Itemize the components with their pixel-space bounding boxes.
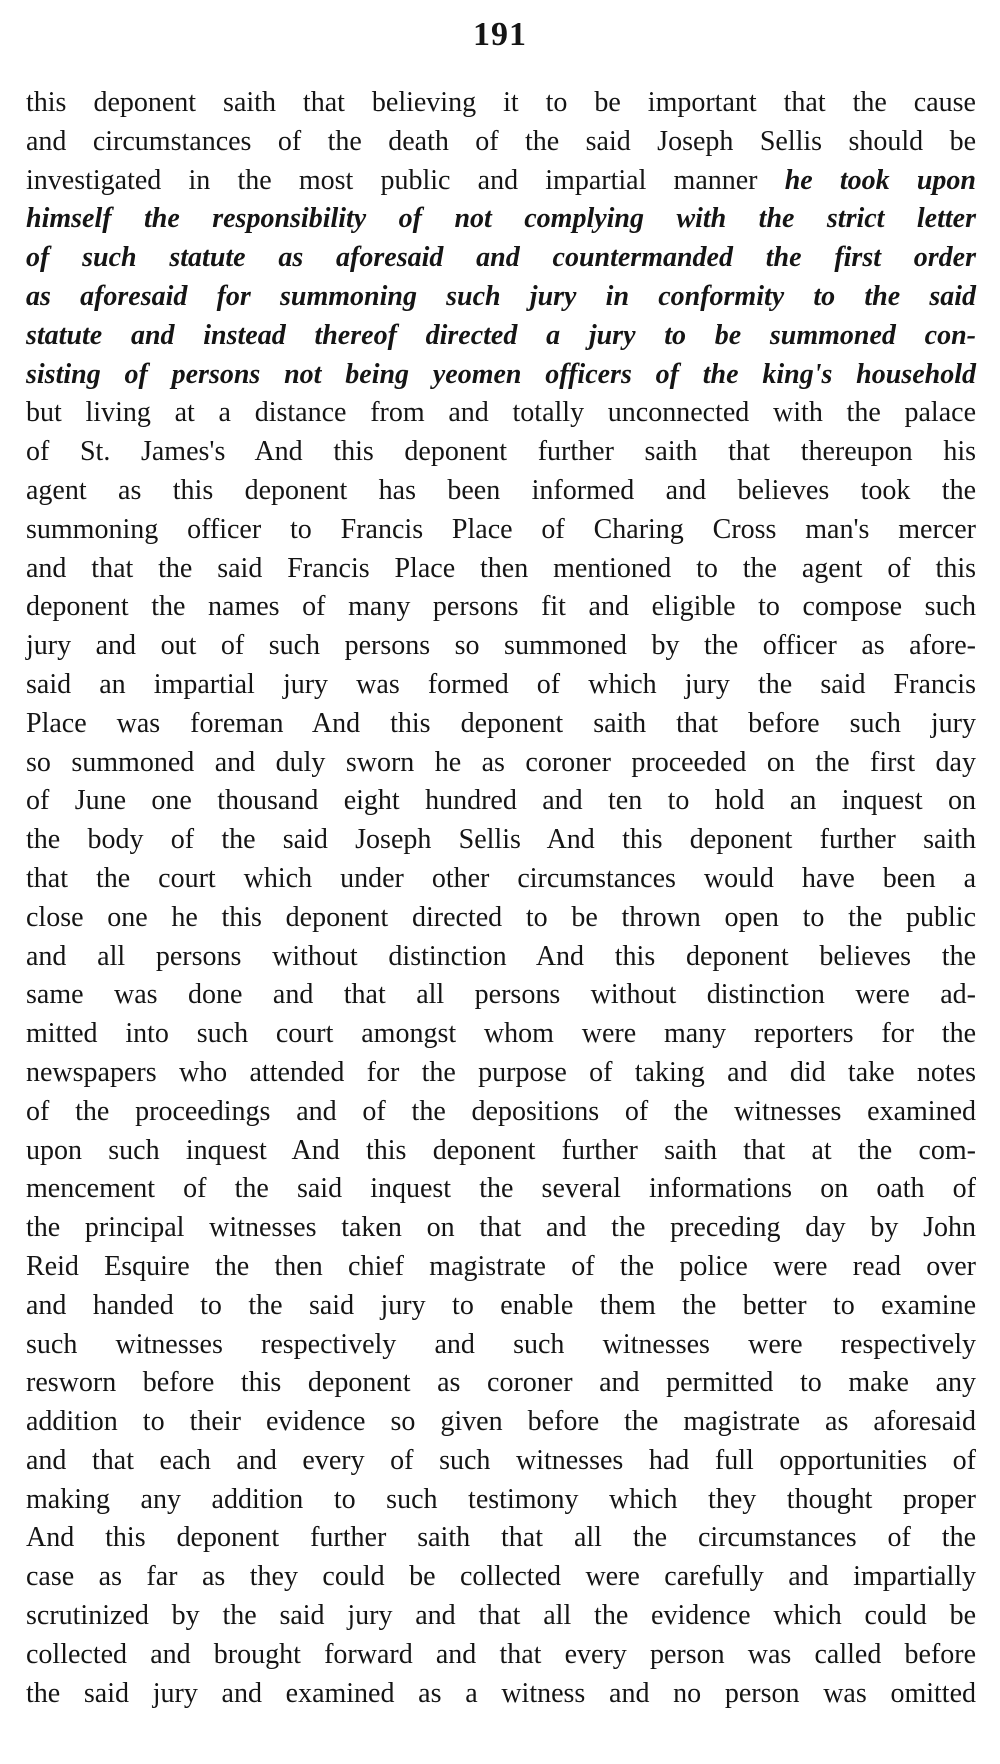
text-segment: and handed to the said jury to enable them the better to examine [26, 1289, 976, 1321]
text-segment: and that the said Francis Place then mentioned to the agent of this [26, 552, 976, 584]
text-line [26, 899, 976, 938]
text-segment: of St. James's And this deponent further saith that thereupon his [26, 436, 976, 468]
text-line [26, 860, 976, 899]
text-line [26, 162, 976, 201]
text-line [26, 1597, 976, 1636]
body-text [26, 84, 976, 1713]
italic-text-segment: statute and instead thereof directed a jury to be summoned con- [26, 319, 976, 351]
text-segment: Place was foreman And this deponent saith that before such jury [26, 707, 976, 739]
text-segment: upon such inquest And this deponent further saith that at the com- [26, 1134, 976, 1166]
text-line [26, 394, 976, 433]
text-segment: and that each and every of such witnesses had full opportunities of [26, 1444, 976, 1476]
text-segment: collected and brought forward and that every person was called before [26, 1638, 976, 1670]
text-segment: and all persons without distinction And this deponent believes the [26, 940, 976, 972]
text-line [26, 1519, 976, 1558]
text-line [26, 1636, 976, 1675]
text-segment: newspapers who attended for the purpose of taking and did take notes [26, 1056, 976, 1088]
text-line [26, 1481, 976, 1520]
text-line [26, 976, 976, 1015]
text-line [26, 1287, 976, 1326]
text-line [26, 433, 976, 472]
text-line [26, 666, 976, 705]
text-segment: Reid Esquire the then chief magistrate of the police were read over [26, 1250, 976, 1282]
text-line [26, 1558, 976, 1597]
text-line [26, 1675, 976, 1714]
text-segment: addition to their evidence so given before the magistrate as aforesaid [26, 1406, 976, 1438]
text-segment: so summoned and duly sworn he as coroner proceeded on the first day [26, 746, 976, 778]
text-segment: And this deponent further saith that all the circumstances of the [26, 1522, 976, 1554]
text-segment: of June one thousand eight hundred and ten to hold an inquest on [26, 785, 976, 817]
text-line [26, 84, 976, 123]
page-number: 191 [473, 16, 527, 53]
text-line [26, 782, 976, 821]
text-segment: the principal witnesses taken on that and the preceding day by John [26, 1212, 976, 1244]
text-segment: of the proceedings and of the depositions of the witnesses examined [26, 1095, 976, 1127]
text-segment: that the court which under other circumstances would have been a [26, 862, 976, 894]
text-line [26, 472, 976, 511]
text-segment: mitted into such court amongst whom were many reporters for the [26, 1018, 976, 1050]
italic-text-segment: sisting of persons not being yeomen officers of the king's household [26, 358, 976, 390]
text-line [26, 123, 976, 162]
text-line [26, 1015, 976, 1054]
text-segment: resworn before this deponent as coroner and permitted to make any [26, 1367, 976, 1399]
text-segment: such witnesses respectively and such witnesses were respectively [26, 1328, 976, 1360]
text-line [26, 588, 976, 627]
text-line [26, 1364, 976, 1403]
text-line [26, 356, 976, 395]
text-segment: close one he this deponent directed to be thrown open to the public [26, 901, 976, 933]
text-segment: jury and out of such persons so summoned by the officer as afore- [26, 630, 976, 662]
text-line [26, 1326, 976, 1365]
text-line [26, 938, 976, 977]
text-segment: making any addition to such testimony which they thought proper [26, 1483, 976, 1515]
text-line [26, 744, 976, 783]
italic-text-segment: of such statute as aforesaid and countermanded the first order [26, 242, 976, 274]
text-segment: this deponent saith that believing it to be important that the cause [26, 87, 976, 118]
text-segment: deponent the names of many persons fit and eligible to compose such [26, 591, 976, 623]
text-line [26, 821, 976, 860]
text-line [26, 278, 976, 317]
text-segment: agent as this deponent has been informed and believes took the [26, 474, 976, 506]
text-line [26, 1209, 976, 1248]
text-line [26, 550, 976, 589]
text-segment: case as far as they could be collected were carefully and impartially [26, 1561, 976, 1593]
text-segment: said an impartial jury was formed of which jury the said Francis [26, 668, 976, 700]
text-segment: mencement of the said inquest the several informations on oath of [26, 1173, 976, 1205]
text-line [26, 627, 976, 666]
italic-text-segment: he took upon [784, 164, 976, 196]
text-line [26, 1442, 976, 1481]
text-line [26, 705, 976, 744]
text-segment: but living at a distance from and totally unconnected with the palace [26, 397, 976, 429]
text-line [26, 1170, 976, 1209]
text-segment: and circumstances of the death of the said Joseph Sellis should be [26, 125, 976, 157]
italic-text-segment: as aforesaid for summoning such jury in conformity to the said [26, 280, 976, 312]
text-line [26, 1403, 976, 1442]
text-line [26, 239, 976, 278]
text-line [26, 317, 976, 356]
text-line [26, 1054, 976, 1093]
text-segment: the said jury and examined as a witness and no person was omitted [26, 1677, 976, 1709]
text-segment: summoning officer to Francis Place of Charing Cross man's mercer [26, 513, 976, 545]
text-segment: investigated in the most public and impartial manner [26, 164, 785, 196]
text-segment: same was done and that all persons without distinction were ad- [26, 979, 976, 1011]
italic-text-segment: himself the responsibility of not complying with the strict letter [26, 203, 976, 235]
text-line [26, 511, 976, 550]
text-line [26, 1248, 976, 1287]
text-line [26, 1132, 976, 1171]
text-segment: the body of the said Joseph Sellis And this deponent further saith [26, 824, 976, 856]
text-line [26, 200, 976, 239]
text-line [26, 1093, 976, 1132]
text-segment: scrutinized by the said jury and that all the evidence which could be [26, 1600, 976, 1632]
